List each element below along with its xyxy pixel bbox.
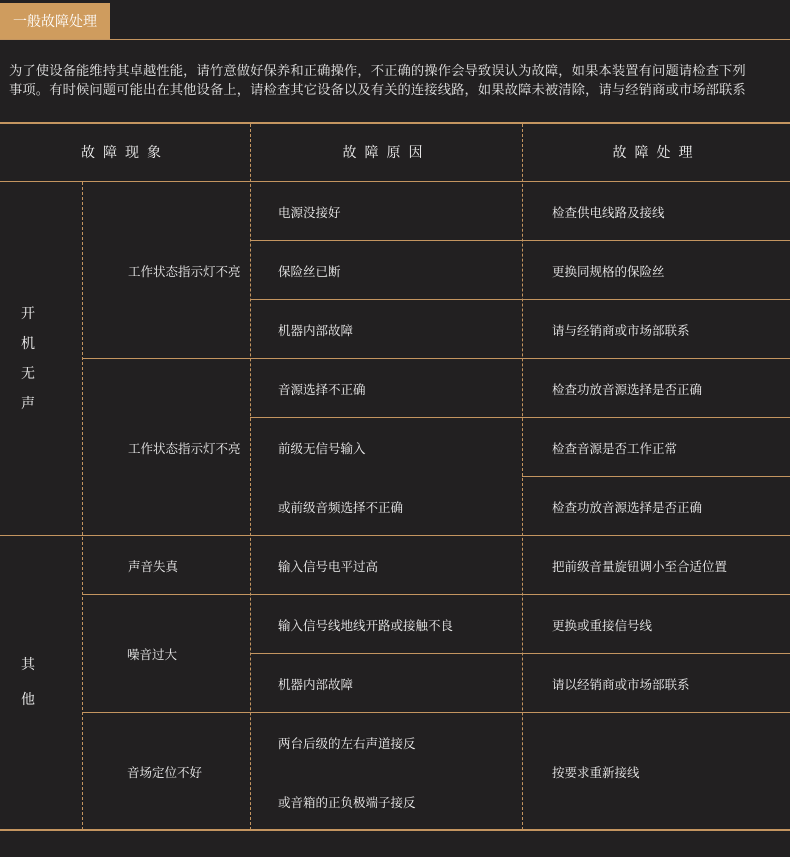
solution-cell: 请以经销商或市场部联系 xyxy=(552,676,690,692)
cause-cell: 电源没接好 xyxy=(278,204,341,220)
solution-cell: 检查音源是否工作正常 xyxy=(552,440,678,456)
header-solution: 故障处理 xyxy=(612,144,701,161)
category-column-divider xyxy=(82,182,83,830)
symptom-group: 噪音过大 xyxy=(127,647,178,662)
category-char: 其 xyxy=(21,656,35,673)
symptom-group: 音场定位不好 xyxy=(127,765,203,780)
category-char: 机 xyxy=(21,335,35,352)
cause-cell: 机器内部故障 xyxy=(278,322,354,338)
intro-line-1: 为了使设备能维持其卓越性能，请竹意做好保养和正确操作，不正确的操作会导致误认为故障，如果本装置有问题请检查下列 xyxy=(9,64,746,79)
symptom-group: 声音失真 xyxy=(128,558,179,574)
solution-cell: 把前级音量旋钮调小至合适位置 xyxy=(552,558,728,574)
column-divider xyxy=(522,124,523,830)
solution-cell: 检查供电线路及接线 xyxy=(552,204,665,220)
category-char: 声 xyxy=(21,395,35,412)
category-other xyxy=(0,536,56,829)
category-char: 他 xyxy=(21,691,35,708)
section-title: 一般故障处理 xyxy=(0,3,110,39)
column-divider xyxy=(250,124,251,830)
cause-cell: 或前级音频选择不正确 xyxy=(278,499,404,515)
category-no-sound xyxy=(0,182,56,535)
cause-cell: 输入信号电平过高 xyxy=(278,558,379,574)
symptom-group: 工作状态指示灯不亮 xyxy=(128,263,241,279)
intro-paragraph xyxy=(9,62,787,100)
cause-cell: 机器内部故障 xyxy=(278,676,354,692)
category-char: 开 xyxy=(21,305,35,322)
solution-cell: 检查功放音源选择是否正确 xyxy=(552,381,703,397)
cause-cell: 两台后级的左右声道接反 xyxy=(278,735,416,751)
solution-cell: 更换同规格的保险丝 xyxy=(552,263,665,279)
category-char: 无 xyxy=(21,365,35,382)
symptom-group: 工作状态指示灯不亮 xyxy=(128,440,241,456)
cause-cell: 保险丝已断 xyxy=(278,263,341,279)
header-bottom-border xyxy=(0,181,790,182)
cause-cell: 输入信号线地线开路或接触不良 xyxy=(278,617,454,633)
title-underline xyxy=(0,39,790,40)
troubleshooting-table xyxy=(0,122,790,832)
cause-cell: 前级无信号输入 xyxy=(278,440,366,456)
header-symptom: 故障现象 xyxy=(81,144,169,161)
solution-cell: 更换或重接信号线 xyxy=(552,617,653,633)
solution-cell: 检查功放音源选择是否正确 xyxy=(552,499,703,515)
cause-cell: 音源选择不正确 xyxy=(278,381,366,397)
intro-line-2: 事项。有时候问题可能出在其他设备上，请检查其它设备以及有关的连接线路，如果故障未被清除，请与经销商或市场部联系 xyxy=(9,83,746,98)
solution-cell: 按要求重新接线 xyxy=(552,765,640,780)
title-bar xyxy=(0,0,790,40)
cause-cell: 或音箱的正负极端子接反 xyxy=(278,794,416,810)
solution-cell: 请与经销商或市场部联系 xyxy=(552,322,690,338)
header-cause: 故障原因 xyxy=(342,144,431,161)
